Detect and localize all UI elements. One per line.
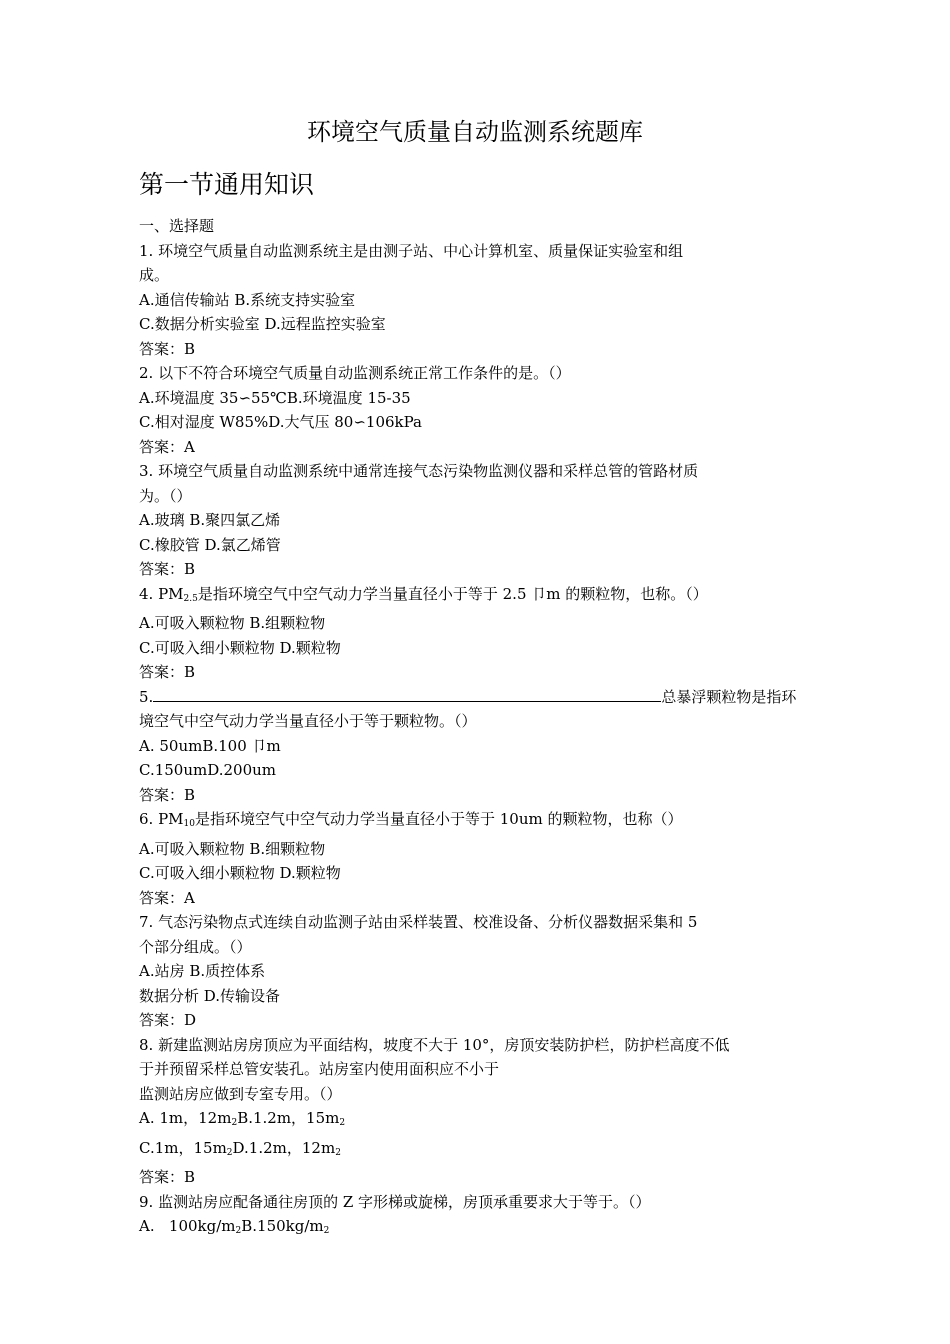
question-7-answer: 答案：D xyxy=(139,1011,197,1029)
question-8-option-b: B.1.2m，15m xyxy=(237,1109,340,1127)
question-1-options-ab: A.通信传输站 B.系统支持实验室 xyxy=(139,290,356,309)
question-8-options-ab xyxy=(139,1106,819,1136)
section-title: 第一节通用知识 xyxy=(139,170,315,199)
question-7-text: 7. 气态污染物点式连续自动监测子站由采样装置、校准设备、分析仪器数据采集和 5 xyxy=(139,913,698,931)
question-7-text-cont: 个部分组成。（） xyxy=(139,937,252,956)
question-4-options-cd: C.可吸入细小颗粒物 D.颗粒物 xyxy=(139,638,341,657)
question-3-options-ab: A.玻璃 B.聚四氯乙烯 xyxy=(139,511,281,529)
question-8-option-b-sub: 2 xyxy=(339,1118,346,1128)
question-8-text-cont: 于并预留采样总管安装孔。站房室内使用面积应不小于 xyxy=(139,1060,500,1078)
question-8-option-d-sub: 2 xyxy=(335,1147,341,1158)
question-6-body: 是指环境空气中空气动力学当量直径小于等于 10um 的颗粒物，也称（） xyxy=(194,810,683,828)
question-8-answer: 答案：B xyxy=(139,1168,196,1186)
question-5-text xyxy=(139,685,819,710)
question-6-options-ab: A.可吸入颗粒物 B.细颗粒物 xyxy=(139,839,326,858)
question-8-option-a: A. 1m，12m xyxy=(139,1109,232,1127)
question-2-options-ab: A.环境温度 35∽55℃B.环境温度 15-35 xyxy=(139,388,411,407)
document-title: 环境空气质量自动监测系统题库 xyxy=(307,118,643,146)
question-7-options-ab: A.站房 B.质控体系 xyxy=(139,962,266,980)
question-6-text xyxy=(139,807,819,837)
question-2-answer: 答案：A xyxy=(139,437,195,456)
question-8-option-c-sub: 2 xyxy=(226,1147,233,1158)
question-3-text-cont: 为。（） xyxy=(139,486,192,505)
question-1-text-cont: 成。 xyxy=(139,266,170,284)
question-5-options-cd: C.150umD.200um xyxy=(139,761,276,779)
question-4-prefix: 4. PM xyxy=(139,584,184,603)
question-1-text: 1. 环境空气质量自动监测系统主是由测子站、中心计算机室、质量保证实验室和组 xyxy=(139,241,684,260)
question-2-options-cd: C.相对湿度 W85%D.大气压 80∽106kPa xyxy=(139,413,423,431)
question-9-option-b: B.150kg/m xyxy=(241,1217,324,1235)
question-5-blank xyxy=(153,686,661,702)
question-9-option-a: A. 100kg/m xyxy=(139,1217,236,1235)
question-8-option-c: C.1m，15m xyxy=(139,1138,227,1157)
question-4-subscript: 2.5 xyxy=(183,593,198,604)
question-1-answer: 答案：B xyxy=(139,339,196,358)
question-8-options-cd xyxy=(139,1136,819,1166)
question-6-options-cd: C.可吸入细小颗粒物 D.颗粒物 xyxy=(139,864,341,882)
question-5-answer: 答案：B xyxy=(139,785,196,804)
question-8-text-cont-2: 监测站房应做到专室专用。（） xyxy=(139,1084,342,1103)
question-4-options-ab: A.可吸入颗粒物 B.组颗粒物 xyxy=(139,614,326,632)
question-6-prefix: 6. PM xyxy=(139,810,184,828)
question-5-options-ab: A. 50umB.100 卩m xyxy=(139,736,281,755)
question-9-option-a-sub: 2 xyxy=(235,1226,242,1236)
question-5-text-cont: 境空气中空气动力学当量直径小于等于颗粒物。（） xyxy=(139,712,477,730)
question-4-body: 是指环境空气中空气动力学当量直径小于等于 2.5 卩m 的颗粒物，也称。（） xyxy=(197,584,708,603)
question-9-options-ab xyxy=(139,1214,819,1244)
question-3-options-cd: C.橡胶管 D.氯乙烯管 xyxy=(139,535,281,554)
question-9-text: 9. 监测站房应配备通往房顶的 Z 字形梯或旋梯，房顶承重要求大于等于。（） xyxy=(139,1192,651,1211)
question-1-options-cd: C.数据分析实验室 D.远程监控实验室 xyxy=(139,315,386,333)
part-heading: 一、选择题 xyxy=(139,217,215,235)
question-3-text: 3. 环境空气质量自动监测系统中通常连接气态污染物监测仪器和采样总管的管路材质 xyxy=(139,462,699,480)
question-8-text: 8. 新建监测站房房顶应为平面结构，坡度不大于 10°，房顶安装防护栏，防护栏高度不低 xyxy=(139,1035,730,1054)
question-4-answer: 答案：B xyxy=(139,663,196,681)
question-8-option-d: D.1.2m，12m xyxy=(232,1138,336,1157)
question-6-answer: 答案：A xyxy=(139,888,195,907)
question-9-option-b-sub: 2 xyxy=(323,1226,330,1236)
question-5-number: 5. xyxy=(139,687,154,706)
question-8-option-a-sub: 2 xyxy=(231,1118,238,1128)
question-2-text: 2. 以下不符合环境空气质量自动监测系统正常工作条件的是。（） xyxy=(139,364,571,382)
question-7-options-cd: 数据分析 D.传输设备 xyxy=(139,986,281,1005)
question-list xyxy=(139,214,819,1244)
question-3-answer: 答案：B xyxy=(139,560,196,578)
question-5-body: 总暴浮颗粒物是指环 xyxy=(661,687,797,706)
question-4-text xyxy=(139,582,819,612)
question-6-subscript: 10 xyxy=(183,819,195,829)
